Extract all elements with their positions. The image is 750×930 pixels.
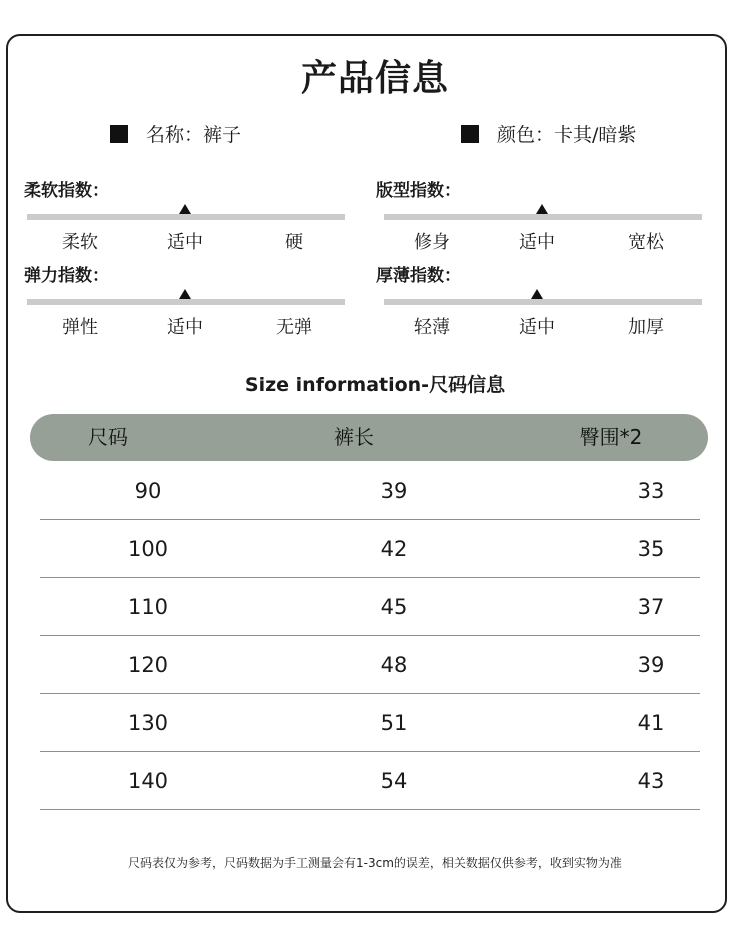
table-row [40,520,700,578]
scale-option: 宽松 [628,232,664,253]
scale-bar [27,214,345,220]
cell-hip: 43 [637,769,665,793]
table-row [40,578,700,636]
indicator-triangle-icon [179,204,191,214]
indicator-triangle-icon [536,204,548,214]
size-section-title: Size information-尺码信息 [244,374,506,396]
table-row [40,752,700,810]
scale-bar [384,299,702,305]
size-table-header [30,414,708,461]
cell-length: 48 [380,653,408,677]
cell-length: 39 [380,479,408,503]
indicator-triangle-icon [531,289,543,299]
measurement-disclaimer: 尺码表仅为参考，尺码数据为手工测量会有1-3cm的误差，相关数据仅供参考，收到实物为准 [128,856,622,870]
scale-option: 适中 [519,232,555,253]
square-bullet-icon [110,125,128,143]
cell-size: 100 [127,537,169,561]
scale-bar [27,299,345,305]
elasticity-index [24,261,354,341]
header-hip: 臀围*2 [579,425,643,449]
scale-option: 修身 [414,232,450,253]
scale-option: 适中 [519,317,555,338]
table-row [40,694,700,752]
page-title: 产品信息 [300,58,449,99]
cell-hip: 39 [637,653,665,677]
metric-label: 版型指数： [376,181,461,201]
product-name [110,124,241,146]
product-color-text: 颜色：卡其/暗紫 [497,124,637,146]
fit-index [376,176,706,256]
header-length: 裤长 [334,425,374,449]
scale-option: 弹性 [62,317,98,338]
cell-size: 110 [127,595,169,619]
softness-index [24,176,354,256]
cell-length: 51 [380,711,408,735]
cell-length: 54 [380,769,408,793]
product-color [461,124,636,146]
scale-option: 硬 [285,232,303,253]
scale-option: 适中 [167,317,203,338]
cell-length: 45 [380,595,408,619]
cell-size: 120 [127,653,169,677]
scale-option: 无弹 [276,317,312,338]
scale-option: 柔软 [62,232,98,253]
cell-length: 42 [380,537,408,561]
square-bullet-icon [461,125,479,143]
indicator-triangle-icon [179,289,191,299]
thickness-index [376,261,706,341]
metric-label: 柔软指数： [24,181,109,201]
product-name-text: 名称：裤子 [146,124,242,146]
cell-hip: 35 [637,537,665,561]
table-row [40,636,700,694]
cell-size: 90 [134,479,162,503]
cell-size: 140 [127,769,169,793]
cell-hip: 37 [637,595,665,619]
table-row [40,462,700,520]
scale-option: 适中 [167,232,203,253]
scale-option: 加厚 [628,317,664,338]
scale-option: 轻薄 [414,317,450,338]
scale-bar [384,214,702,220]
cell-hip: 41 [637,711,665,735]
metric-label: 弹力指数： [24,266,109,286]
cell-size: 130 [127,711,169,735]
header-size: 尺码 [88,425,128,449]
metric-label: 厚薄指数： [376,266,461,286]
cell-hip: 33 [637,479,665,503]
